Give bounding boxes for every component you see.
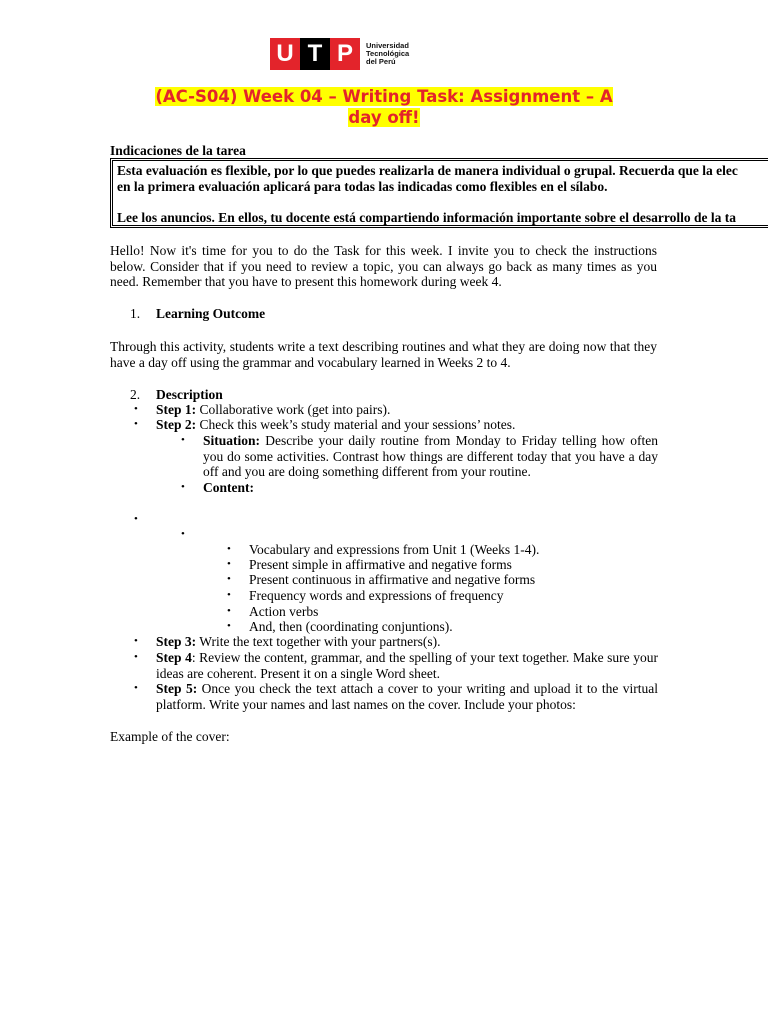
bullet: • bbox=[134, 403, 138, 415]
title-line-2: day off! bbox=[348, 108, 420, 127]
step5-label: Step 5: bbox=[156, 681, 198, 696]
title-line-1: (AC-S04) Week 04 – Writing Task: Assignment – A bbox=[155, 87, 613, 106]
step2-text: Check this week’s study material and your sessions’ notes. bbox=[196, 417, 516, 432]
step-1 bbox=[134, 402, 658, 418]
utp-logo bbox=[270, 38, 409, 70]
notice-line-1: Esta evaluación es flexible, por lo que puedes realizarla de manera individual o grupal. Recuerda que la elec bbox=[117, 163, 738, 178]
content-item: • And, then (coordinating conjuntions). bbox=[227, 619, 453, 634]
learning-outcome-text: Through this activity, students write a text describing routines and what they are doing now that they have a day off using the grammar and vocabulary learned in Weeks 2 to 4. bbox=[110, 339, 657, 370]
step3-text: Write the text together with your partners(s). bbox=[196, 634, 441, 649]
indicaciones-heading: Indicaciones de la tarea bbox=[110, 143, 246, 158]
content-item: • Present simple in affirmative and negative forms bbox=[227, 557, 512, 572]
logo-letter-u: U bbox=[270, 38, 300, 70]
step1-text: Collaborative work (get into pairs). bbox=[196, 402, 391, 417]
intro-paragraph: Hello! Now it's time for you to do the Task for this week. I invite you to check the instructions below. Consider that if you need to review a topic, you can always go back as many times as you need. Remember that you have to present this homework during week 4. bbox=[110, 243, 657, 289]
section2-number: 2. bbox=[130, 387, 141, 402]
situation-text: Describe your daily routine from Monday to Friday telling how often you do some activities. Contrast how things are different today that you have a day off and you are doing something different from your routine. bbox=[203, 433, 658, 479]
situation bbox=[181, 433, 658, 480]
step4-text: : Review the content, grammar, and the spelling of your text together. Make sure your ideas are coherent. Present it on a single Word sheet. bbox=[156, 650, 658, 681]
bullet: • bbox=[181, 434, 185, 446]
content-item: • Action verbs bbox=[227, 604, 319, 619]
step5-text: Once you check the text attach a cover to your writing and upload it to the virtual platform. Write your names and last names on the cover. Include your photos: bbox=[156, 681, 659, 712]
content-item: • Frequency words and expressions of frequency bbox=[227, 588, 504, 603]
example-of-cover: Example of the cover: bbox=[110, 729, 230, 744]
content-label: Content: bbox=[203, 480, 254, 495]
page-title bbox=[110, 86, 658, 128]
step3-label: Step 3: bbox=[156, 634, 197, 649]
section-description bbox=[130, 387, 223, 403]
logo-line-2: Tecnológica bbox=[366, 49, 410, 58]
section-learning-outcome bbox=[130, 306, 265, 322]
step-3: • Step 3: Write the text together with your partners(s). bbox=[134, 634, 441, 649]
bullet: • bbox=[181, 481, 185, 493]
notice-line-2: en la primera evaluación aplicará para todas las indicadas como flexibles en el sílabo. bbox=[117, 179, 608, 194]
notice-line-3: Lee los anuncios. En ellos, tu docente está compartiendo información importante sobre el desarrollo de la ta bbox=[117, 210, 736, 225]
logo-line-1: Universidad bbox=[366, 41, 409, 50]
step-5: • Step 5: Once you check the text attach a cover to your writing and upload it to the virtual platform. Write your names and last names on the cover. Include your photos: bbox=[134, 681, 659, 712]
section2-label: Description bbox=[156, 387, 223, 402]
logo-letter-t: T bbox=[300, 38, 330, 70]
logo-letter-p: P bbox=[330, 38, 360, 70]
section1-number: 1. bbox=[130, 306, 141, 321]
bullet: • bbox=[134, 418, 138, 430]
situation-label: Situation: bbox=[203, 433, 261, 448]
step-4: • Step 4: Review the content, grammar, and the spelling of your text together. Make sure your ideas are coherent. Present it on a single Word sheet. bbox=[134, 650, 658, 681]
step2-label: Step 2: bbox=[156, 417, 197, 432]
content-item: • Present continuous in affirmative and negative forms bbox=[227, 572, 536, 587]
step4-label: Step 4 bbox=[156, 650, 192, 665]
section1-label: Learning Outcome bbox=[156, 306, 266, 321]
content bbox=[181, 480, 254, 496]
logo-line-3: del Perú bbox=[366, 57, 396, 66]
content-item: • Vocabulary and expressions from Unit 1 (Weeks 1-4). bbox=[227, 542, 540, 557]
step1-label: Step 1: bbox=[156, 402, 197, 417]
logo-wordmark bbox=[366, 42, 409, 66]
step-2 bbox=[134, 417, 658, 433]
notice-box bbox=[110, 158, 768, 228]
